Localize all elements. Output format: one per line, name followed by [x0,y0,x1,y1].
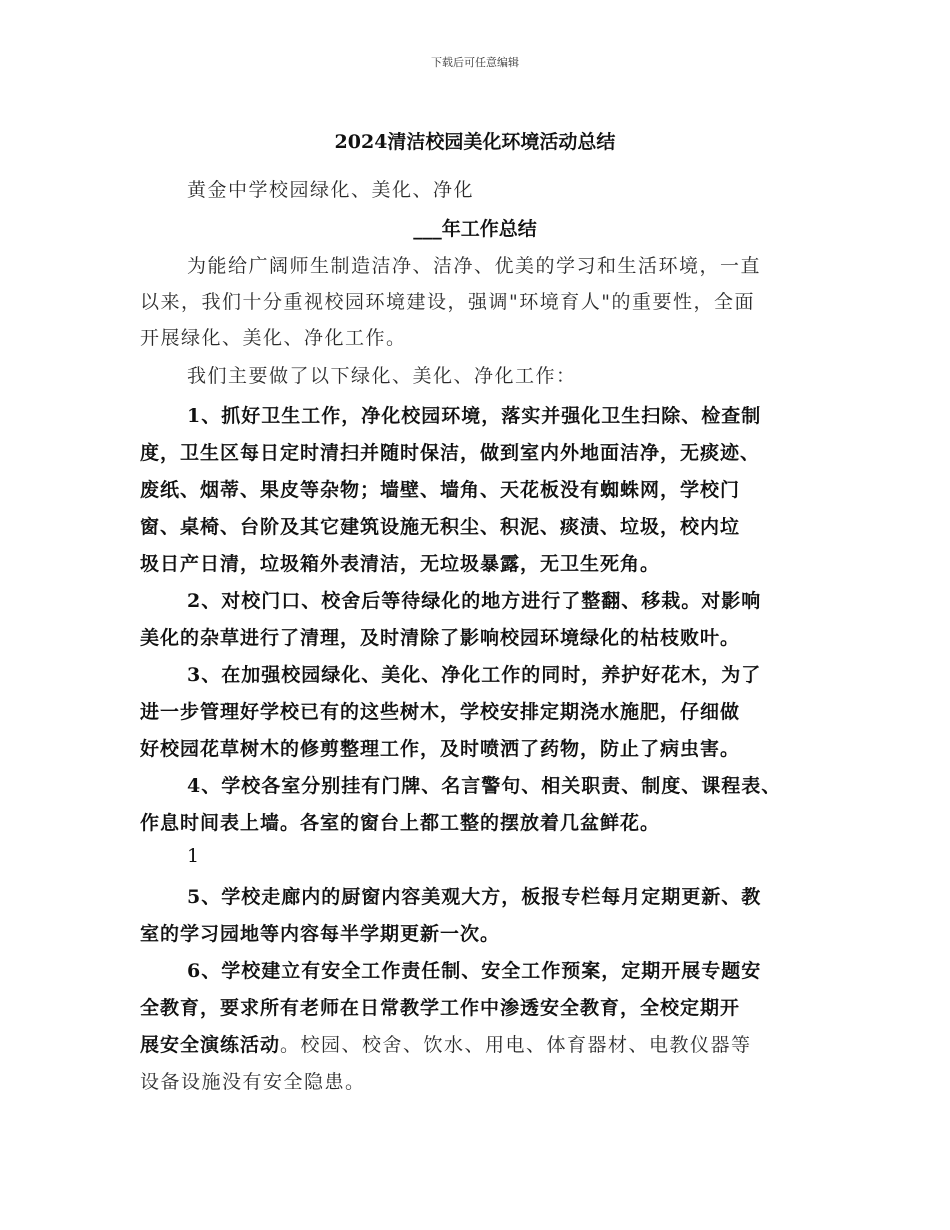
page-number: 1 [187,845,200,867]
item6-line-3 [140,1030,830,1057]
item4-line-2: 作息时间表上墙。各室的窗台上都工整的摆放着几盆鲜花。 [140,812,661,834]
item5-line-2: 室的学习园地等内容每半学期更新一次。 [140,923,501,945]
intro-line-2: 以来，我们十分重视校园环境建设，强调"环境育人"的重要性，全面 [140,291,755,313]
item2-line-1: 2、对校门口、校舍后等待绿化的地方进行了整翻、移栽。对影响 [187,590,762,612]
item5-line-1: 5、学校走廊内的厨窗内容美观大方，板报专栏每月定期更新、教 [187,886,762,908]
intro-line-1: 为能给广阔师生制造洁净、洁净、优美的学习和生活环境，一直 [187,255,762,277]
item6-line-1: 6、学校建立有安全工作责任制、安全工作预案，定期开展专题安 [187,960,762,982]
item6-line-3-bold: 展安全演练活动 [140,1034,281,1056]
item1-line-5: 圾日产日清，垃圾箱外表清洁，无垃圾暴露，无卫生死角。 [140,553,661,575]
item6-line-3-normal: 。校园、校舍、饮水、用电、体育器材、电教仪器等 [280,1034,752,1056]
item1-line-4: 窗、桌椅、台阶及其它建筑设施无积尘、积泥、痰渍、垃圾，校内垃 [140,516,741,538]
item4-line-1: 4、学校各室分别挂有门牌、名言警句、相关职责、制度、课程表、 [187,775,782,797]
item6-line-2: 全教育，要求所有老师在日常教学工作中渗透安全教育，全校定期开 [140,997,741,1019]
document-title: 2024清洁校园美化环境活动总结 [334,131,616,153]
item1-line-1: 1、抓好卫生工作，净化校园环境，落实并强化卫生扫除、检查制 [187,405,762,427]
subheading: 黄金中学校园绿化、美化、净化 [187,179,475,201]
item3-line-2: 进一步管理好学校已有的这些树木，学校安排定期浇水施肥，仔细做 [140,701,741,723]
intro-line-3: 开展绿化、美化、净化工作。 [140,327,407,349]
item1-line-2: 度，卫生区每日定时清扫并随时保洁，做到室内外地面洁净，无痰迹、 [140,442,761,464]
item6-line-4: 设备设施没有安全隐患。 [140,1071,366,1093]
page-header-note: 下载后可任意编辑 [431,56,519,69]
lead-sentence: 我们主要做了以下绿化、美化、净化工作： [187,365,577,387]
item1-line-3: 废纸、烟蒂、果皮等杂物；墙壁、墙角、天花板没有蜘蛛网，学校门 [140,479,741,501]
item3-line-3: 好校园花草树木的修剪整理工作，及时喷洒了药物，防止了病虫害。 [140,738,741,760]
item3-line-1: 3、在加强校园绿化、美化、净化工作的同时，养护好花木，为了 [187,664,762,686]
item2-line-2: 美化的杂草进行了清理，及时清除了影响校园环境绿化的枯枝败叶。 [140,627,741,649]
subheading-2: ___年工作总结 [413,218,537,240]
